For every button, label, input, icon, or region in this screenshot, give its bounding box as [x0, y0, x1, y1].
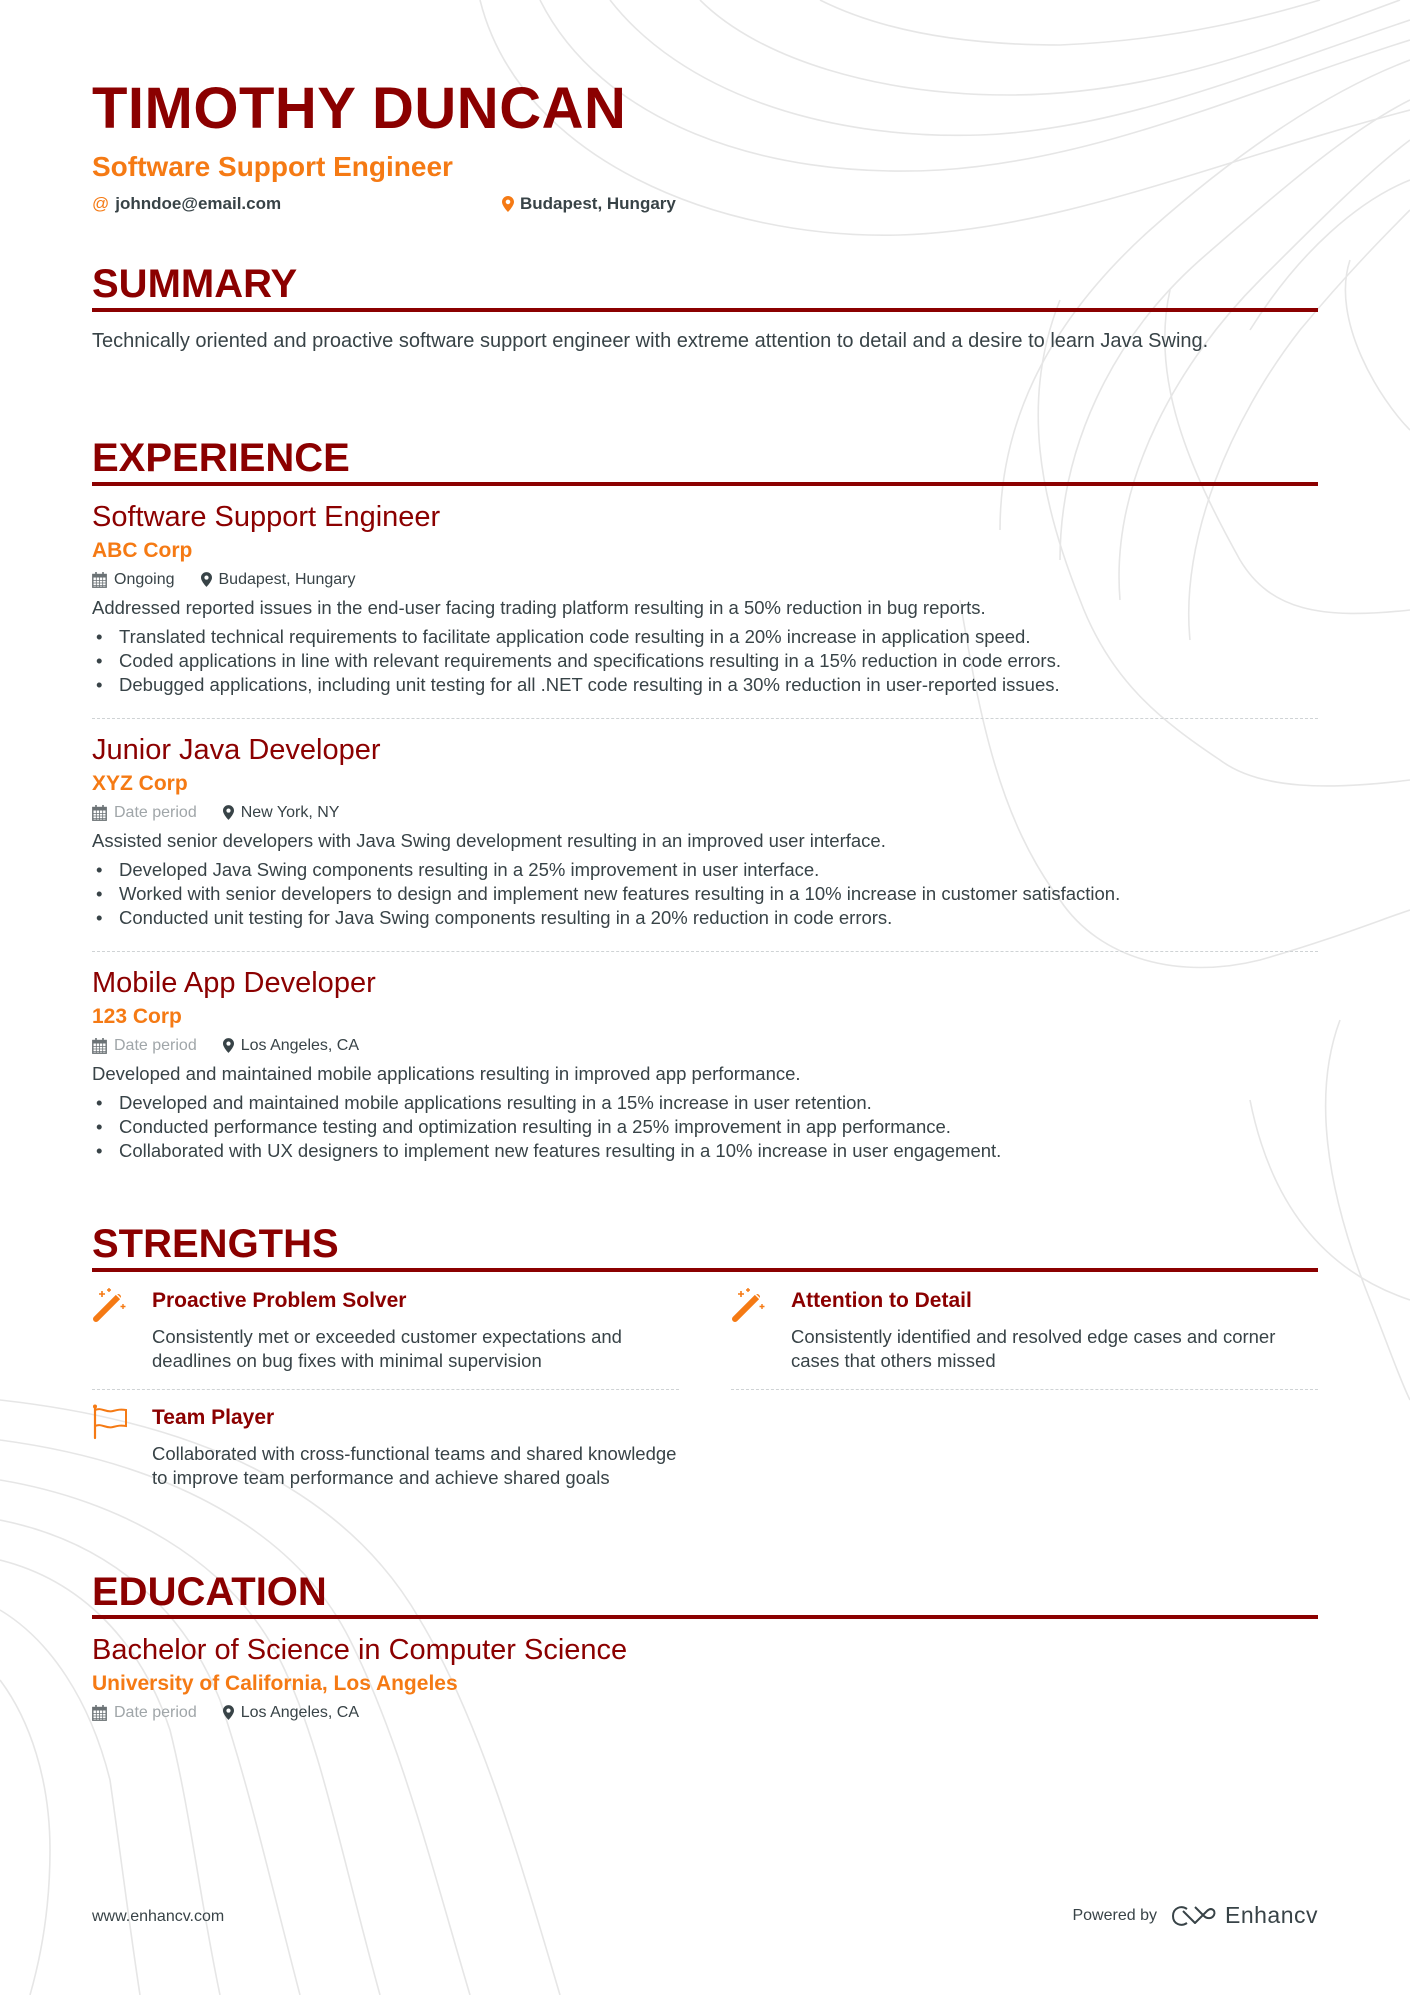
- date-text: Date period: [114, 1703, 197, 1721]
- education-meta: [92, 1702, 1318, 1724]
- location-field: [223, 804, 340, 822]
- company-name: XYZ Corp: [92, 771, 188, 795]
- summary-text: Technically oriented and proactive software support engineer with extreme attention to detail and a desire to learn Java Swing.: [92, 330, 1209, 352]
- item-divider: [731, 1389, 1318, 1390]
- experience-item: [92, 500, 1318, 697]
- location-text: Los Angeles, CA: [240, 1703, 360, 1721]
- achievement-item: • Conducted performance testing and optimization resulting in a 25% improvement in app performance.: [92, 1115, 1318, 1139]
- role-description: Developed and maintained mobile applications resulting in improved app performance.: [92, 1062, 801, 1084]
- role-description: Assisted senior developers with Java Swing development resulting in an improved user interface.: [92, 829, 886, 851]
- date-field: [92, 571, 175, 589]
- strength-description: Collaborated with cross-functional teams and shared knowledge to improve team performance and achieve shared goals: [152, 1443, 677, 1488]
- role-title: Software Support Engineer: [92, 501, 441, 533]
- contact-location: [502, 194, 676, 214]
- location-field: [201, 571, 356, 589]
- degree-title: Bachelor of Science in Computer Science: [92, 1634, 628, 1666]
- section-heading-strengths: STRENGTHS: [92, 1222, 339, 1266]
- item-divider: [92, 1389, 679, 1390]
- location-text: Los Angeles, CA: [240, 1036, 360, 1054]
- strength-description: Consistently identified and resolved edge cases and corner cases that others missed: [791, 1326, 1276, 1371]
- section-heading-experience: EXPERIENCE: [92, 436, 350, 480]
- candidate-title: Software Support Engineer: [92, 151, 453, 182]
- candidate-name: TIMOTHY DUNCAN: [92, 76, 627, 141]
- calendar-icon: [92, 1705, 107, 1721]
- company-name: 123 Corp: [92, 1004, 182, 1028]
- footer-website-link[interactable]: www.enhancv.com: [92, 1908, 225, 1925]
- item-divider: [92, 718, 1318, 719]
- date-field: [92, 804, 197, 822]
- strength-title: Attention to Detail: [791, 1289, 972, 1312]
- achievement-item: • Collaborated with UX designers to implement new features resulting in a 10% increase in user engagement.: [92, 1139, 1318, 1163]
- experience-item: [92, 966, 1318, 1163]
- at-icon: @: [92, 194, 110, 213]
- map-pin-icon: [502, 196, 514, 212]
- date-text: Ongoing: [114, 570, 175, 588]
- role-title: Mobile App Developer: [92, 967, 376, 999]
- achievement-item: • Debugged applications, including unit testing for all .NET code resulting in a 30% reduction in user-reported issues.: [92, 673, 1318, 697]
- section-divider: [92, 1268, 1318, 1272]
- date-field: [92, 1037, 197, 1055]
- experience-meta: [92, 1035, 1318, 1057]
- resume-page: [92, 0, 1318, 1995]
- achievement-item: • Worked with senior developers to design and implement new features resulting in a 10% increase in customer satisfaction.: [92, 882, 1318, 906]
- section-heading-education: EDUCATION: [92, 1570, 327, 1614]
- achievement-item: • Translated technical requirements to facilitate application code resulting in a 20% increase in application speed.: [92, 625, 1318, 649]
- map-pin-icon: [223, 805, 234, 820]
- location-text: Budapest, Hungary: [520, 194, 676, 213]
- role-description: Addressed reported issues in the end-user facing trading platform resulting in a 50% reduction in bug reports.: [92, 596, 986, 618]
- achievement-list: [92, 625, 1318, 697]
- location-field: [223, 1704, 359, 1722]
- map-pin-icon: [223, 1038, 234, 1053]
- section-divider: [92, 482, 1318, 486]
- achievement-list: [92, 1091, 1318, 1163]
- achievement-item: • Conducted unit testing for Java Swing components resulting in a 20% reduction in code errors.: [92, 906, 1318, 930]
- strength-item: [731, 1287, 1321, 1387]
- calendar-icon: [92, 572, 107, 588]
- item-divider: [92, 951, 1318, 952]
- strength-item: [92, 1404, 682, 1524]
- contact-row: [92, 192, 676, 216]
- email-text: johndoe@email.com: [115, 194, 282, 213]
- strength-item: [92, 1287, 682, 1387]
- strength-description: Consistently met or exceeded customer expectations and deadlines on bug fixes with minimal supervision: [152, 1326, 622, 1371]
- brand-name: Enhancv: [1224, 1902, 1318, 1928]
- flag-icon: [92, 1404, 128, 1440]
- achievement-item: • Developed and maintained mobile applications resulting in a 15% increase in user retention.: [92, 1091, 1318, 1115]
- magic-wand-icon: [92, 1287, 128, 1323]
- role-title: Junior Java Developer: [92, 734, 381, 766]
- strength-title: Proactive Problem Solver: [152, 1289, 407, 1312]
- experience-meta: [92, 569, 1318, 591]
- section-heading-summary: SUMMARY: [92, 262, 298, 306]
- powered-by-label: Powered by: [1072, 1906, 1157, 1924]
- achievement-item: • Coded applications in line with relevant requirements and specifications resulting in a 15% reduction in code errors.: [92, 649, 1318, 673]
- company-name: ABC Corp: [92, 538, 193, 562]
- location-field: [223, 1037, 359, 1055]
- achievement-list: [92, 858, 1318, 930]
- date-field: [92, 1704, 197, 1722]
- location-text: New York, NY: [240, 803, 340, 821]
- strength-title: Team Player: [152, 1406, 275, 1429]
- contact-email[interactable]: [92, 194, 502, 214]
- school-name: University of California, Los Angeles: [92, 1671, 458, 1695]
- experience-meta: [92, 802, 1318, 824]
- map-pin-icon: [201, 572, 212, 587]
- magic-wand-icon: [731, 1287, 767, 1323]
- location-text: Budapest, Hungary: [218, 570, 356, 588]
- date-text: Date period: [114, 803, 197, 821]
- section-divider: [92, 308, 1318, 312]
- calendar-icon: [92, 805, 107, 821]
- education-item: [92, 1633, 1318, 1724]
- section-divider: [92, 1615, 1318, 1619]
- map-pin-icon: [223, 1705, 234, 1720]
- achievement-item: • Developed Java Swing components resulting in a 25% improvement in user interface.: [92, 858, 1318, 882]
- experience-item: [92, 733, 1318, 930]
- date-text: Date period: [114, 1036, 197, 1054]
- calendar-icon: [92, 1038, 107, 1054]
